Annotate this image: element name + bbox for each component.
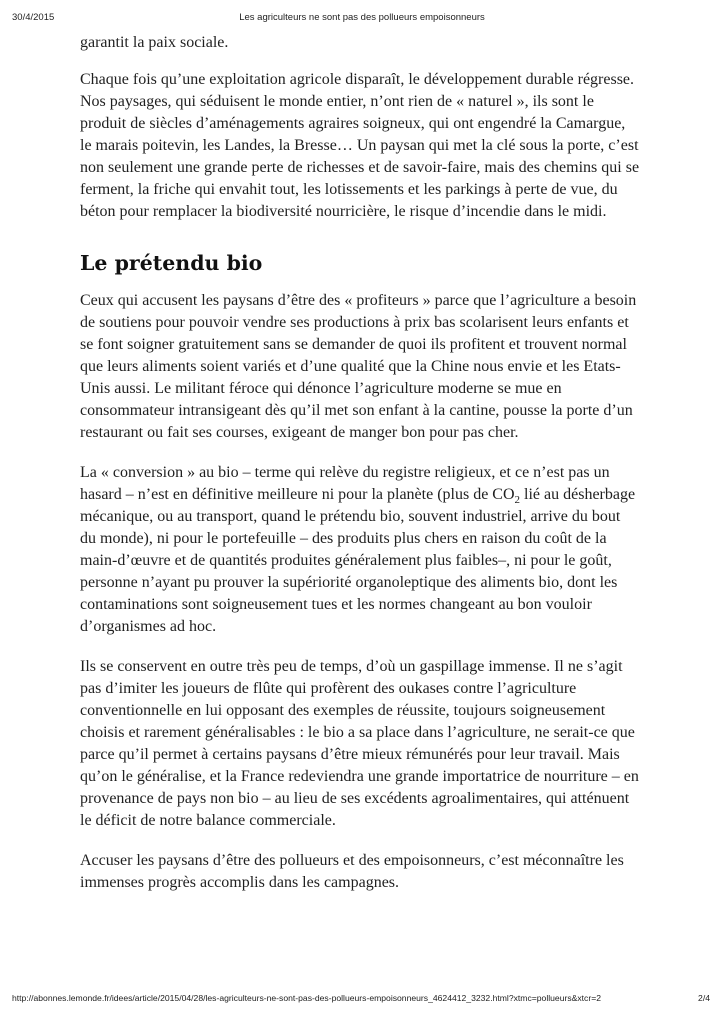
paragraph-profiteurs: Ceux qui accusent les paysans d’être des « profiteurs » parce que l’agriculture a besoin de soutiens pour pouvoir vendre ses productions à prix bas scolarisent leurs enfants et se font soigner gratuitement sans se demander de quoi ils profitent et trouvent normal que leurs aliments soient variés et d’une qualité que la Chine nous envie et les Etats-Unis aussi. Le militant féroce qui dénonce l’agriculture moderne se mue en consommateur intransigeant dès qu’il met son enfant à la cantine, pousse la porte d’un restaurant ou fait ses courses, exigeant de manger bon pour pas cher. (80, 292, 637, 441)
paragraph-continued: garantit la paix sociale. (80, 34, 229, 51)
article-body (80, 32, 640, 912)
print-page-number: 2/4 (698, 993, 710, 1003)
print-header (0, 0, 724, 30)
print-footer (0, 990, 724, 1010)
paragraph-paysages: Chaque fois qu’une exploitation agricole disparaît, le développement durable régresse. Nos paysages, qui séduisent le monde entier, n’ont rien de « naturel », ils sont le produit de siècles d’aménagements agraires soigneux, qui ont engendré la Camargue, le marais poitevin, les Landes, la Bresse… Un paysan qui met la clé sous la porte, c’est non seulement une grande perte de richesses et de savoir-faire, mais des chemins qui se ferment, la friche qui envahit tout, les lotissements et les parkings à perte de vue, du béton pour remplacer la biodiversité nourricière, le risque d’incendie dans le midi. (80, 71, 640, 220)
section-heading: Le prétendu bio (80, 251, 263, 275)
print-url: http://abonnes.lemonde.fr/idees/article/2015/04/28/les-agriculteurs-ne-sont-pas-des-pollueurs-empoisonneurs_4624412_3232.html?xtmc=pollueurs&xtcr=2 (12, 993, 602, 1003)
print-date: 30/4/2015 (12, 12, 55, 23)
conversion-text-end: lié au désherbage mécanique, ou au transport, quand le prétendu bio, souvent industriel, arrive du bout du monde), ni pour le portefeuille – des produits plus chers en raison du coût de la main-d’œuvre et de quantités produites généralement plus faibles–, ni pour le goût, personne n’ayant pu prouver la supériorité organoleptique des aliments bio, dont les contaminations sont soigneusement tues et les normes changeant au bon vouloir d’organismes ad hoc. (80, 486, 636, 635)
conversion-text-start: La « conversion » au bio – terme qui relève du registre religieux, et ce n’est pas un hasard – n’est en définitive meilleure ni pour la planète (plus de CO (80, 464, 610, 503)
paragraph-conversion (80, 462, 640, 638)
paragraph-gaspillage: Ils se conservent en outre très peu de temps, d’où un gaspillage immense. Il ne s’agit pas d’imiter les joueurs de flûte qui profèrent des oukases contre l’agriculture conventionnelle en lui opposant des exemples de réussite, toujours soigneusement choisis et rarement généralisables : le bio a sa place dans l’agriculture, ne serait-ce que parce qu’il permet à certains paysans d’être mieux rémunérés pour leur travail. Mais qu’on le généralise, et la France redeviendra une grande importatrice de nourriture – en provenance de pays non bio – au lieu de ses excédents agroalimentaires, qui atténuent le déficit de notre balance commerciale. (80, 658, 639, 829)
print-page-title: Les agriculteurs ne sont pas des pollueurs empoisonneurs (239, 12, 485, 23)
co2-subscript: 2 (514, 494, 521, 507)
paragraph-accuser: Accuser les paysans d’être des pollueurs et des empoisonneurs, c’est méconnaître les immenses progrès accomplis dans les campagnes. (80, 852, 624, 891)
